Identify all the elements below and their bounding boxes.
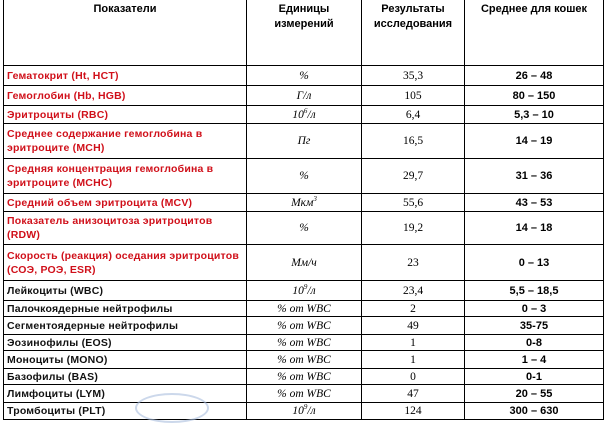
norm-range: 31 – 36 [465, 159, 604, 194]
unit-cell [247, 403, 362, 420]
indicator-name: Сегментоядерные нейтрофилы [4, 317, 247, 335]
result-value: 2 [362, 301, 465, 317]
result-value: 124 [362, 403, 465, 420]
table-row [4, 351, 604, 369]
table-row [4, 301, 604, 317]
unit-text: Мм/ч [291, 256, 317, 269]
norm-range: 0-1 [465, 369, 604, 385]
norm-range: 0 – 3 [465, 301, 604, 317]
header-result: Результаты исследования [362, 0, 465, 66]
unit-cell [247, 194, 362, 212]
table-row [4, 194, 604, 212]
table-row [4, 86, 604, 106]
unit-cell [247, 245, 362, 281]
norm-range: 0-8 [465, 335, 604, 351]
unit-cell [247, 66, 362, 86]
unit-cell [247, 159, 362, 194]
unit-cell [247, 124, 362, 159]
table-row [4, 124, 604, 159]
indicator-name: Показатель анизоцитоза эритроцитов (RDW) [4, 212, 247, 245]
unit-superscript: 9 [303, 403, 308, 412]
norm-range: 14 – 19 [465, 124, 604, 159]
indicator-name: Эозинофилы (EOS) [4, 335, 247, 351]
unit-cell [247, 369, 362, 385]
indicator-name: Палочкоядерные нейтрофилы [4, 301, 247, 317]
result-value: 16,5 [362, 124, 465, 159]
unit-suffix: /л [307, 284, 316, 297]
table-row [4, 403, 604, 420]
unit-text: Мкм [291, 196, 314, 209]
unit-text: % [299, 69, 309, 82]
unit-cell [247, 351, 362, 369]
unit-text: Пг [297, 135, 311, 147]
norm-range: 14 – 18 [465, 212, 604, 245]
unit-text: % [299, 222, 309, 234]
unit-text: Г/л [296, 89, 312, 102]
stamp-watermark [135, 393, 209, 423]
indicator-name: Моноциты (MONO) [4, 351, 247, 369]
table-row [4, 66, 604, 86]
norm-range: 300 – 630 [465, 403, 604, 420]
indicator-name: Средний объем эритроцита (MCV) [4, 194, 247, 212]
norm-range: 5,3 – 10 [465, 106, 604, 124]
header-norm: Среднее для кошек [465, 0, 604, 66]
unit-text: % от WBC [277, 336, 331, 349]
unit-superscript: 3 [313, 194, 317, 203]
unit-suffix: /л [307, 405, 316, 417]
indicator-name: Гематокрит (Ht, HCT) [4, 66, 247, 86]
result-value: 1 [362, 351, 465, 369]
unit-text: 10 [292, 405, 304, 417]
norm-range: 0 – 13 [465, 245, 604, 281]
norm-range: 20 – 55 [465, 385, 604, 403]
unit-text: % от WBC [277, 370, 331, 383]
table-row [4, 281, 604, 301]
indicator-name: Скорость (реакция) оседания эритроцитов (СОЭ, РОЭ, ESR) [4, 245, 247, 281]
result-value: 19,2 [362, 212, 465, 245]
unit-cell [247, 385, 362, 403]
indicator-name: Лимфоциты (LYM) [4, 385, 247, 403]
unit-cell [247, 301, 362, 317]
unit-text: % от WBC [277, 387, 331, 400]
unit-superscript: 9 [303, 282, 308, 291]
norm-range: 35-75 [465, 317, 604, 335]
indicator-name: Среднее содержание гемоглобина в эритроците (MCH) [4, 124, 247, 159]
table-row [4, 106, 604, 124]
unit-cell [247, 335, 362, 351]
unit-text: 10 [292, 284, 304, 297]
unit-text: 10 [292, 108, 304, 121]
header-indicator: Показатели [4, 0, 247, 66]
table-row [4, 212, 604, 245]
indicator-name: Базофилы (BAS) [4, 369, 247, 385]
indicator-name: Тромбоциты (PLT) [4, 403, 247, 420]
unit-superscript: 6 [303, 106, 308, 115]
indicator-name: Эритроциты (RBC) [4, 106, 247, 124]
norm-range: 1 – 4 [465, 351, 604, 369]
norm-range: 5,5 – 18,5 [465, 281, 604, 301]
unit-cell [247, 317, 362, 335]
unit-text: % от WBC [277, 319, 331, 332]
norm-range: 80 – 150 [465, 86, 604, 106]
unit-text: % от WBC [277, 353, 331, 366]
table-row [4, 369, 604, 385]
norm-range: 26 – 48 [465, 66, 604, 86]
header-unit: Единицы измерений [247, 0, 362, 66]
unit-cell [247, 86, 362, 106]
blood-test-table [3, 0, 604, 420]
table-row [4, 317, 604, 335]
result-value: 23 [362, 245, 465, 281]
result-value: 1 [362, 335, 465, 351]
result-value: 23,4 [362, 281, 465, 301]
result-value: 35,3 [362, 66, 465, 86]
table-row [4, 159, 604, 194]
header-row [4, 0, 604, 66]
result-value: 29,7 [362, 159, 465, 194]
unit-cell [247, 106, 362, 124]
result-value: 55,6 [362, 194, 465, 212]
table-row [4, 385, 604, 403]
result-value: 6,4 [362, 106, 465, 124]
unit-text: % [299, 170, 309, 182]
norm-range: 43 – 53 [465, 194, 604, 212]
unit-text: % от WBC [277, 302, 331, 315]
table-row [4, 335, 604, 351]
indicator-name: Лейкоциты (WBC) [4, 281, 247, 301]
unit-suffix: /л [307, 108, 316, 121]
unit-cell [247, 212, 362, 245]
result-value: 47 [362, 385, 465, 403]
unit-cell [247, 281, 362, 301]
result-value: 105 [362, 86, 465, 106]
indicator-name: Гемоглобин (Hb, HGB) [4, 86, 247, 106]
table-row [4, 245, 604, 281]
result-value: 49 [362, 317, 465, 335]
indicator-name: Средняя концентрация гемоглобина в эритроците (MCHC) [4, 159, 247, 194]
result-value: 0 [362, 369, 465, 385]
